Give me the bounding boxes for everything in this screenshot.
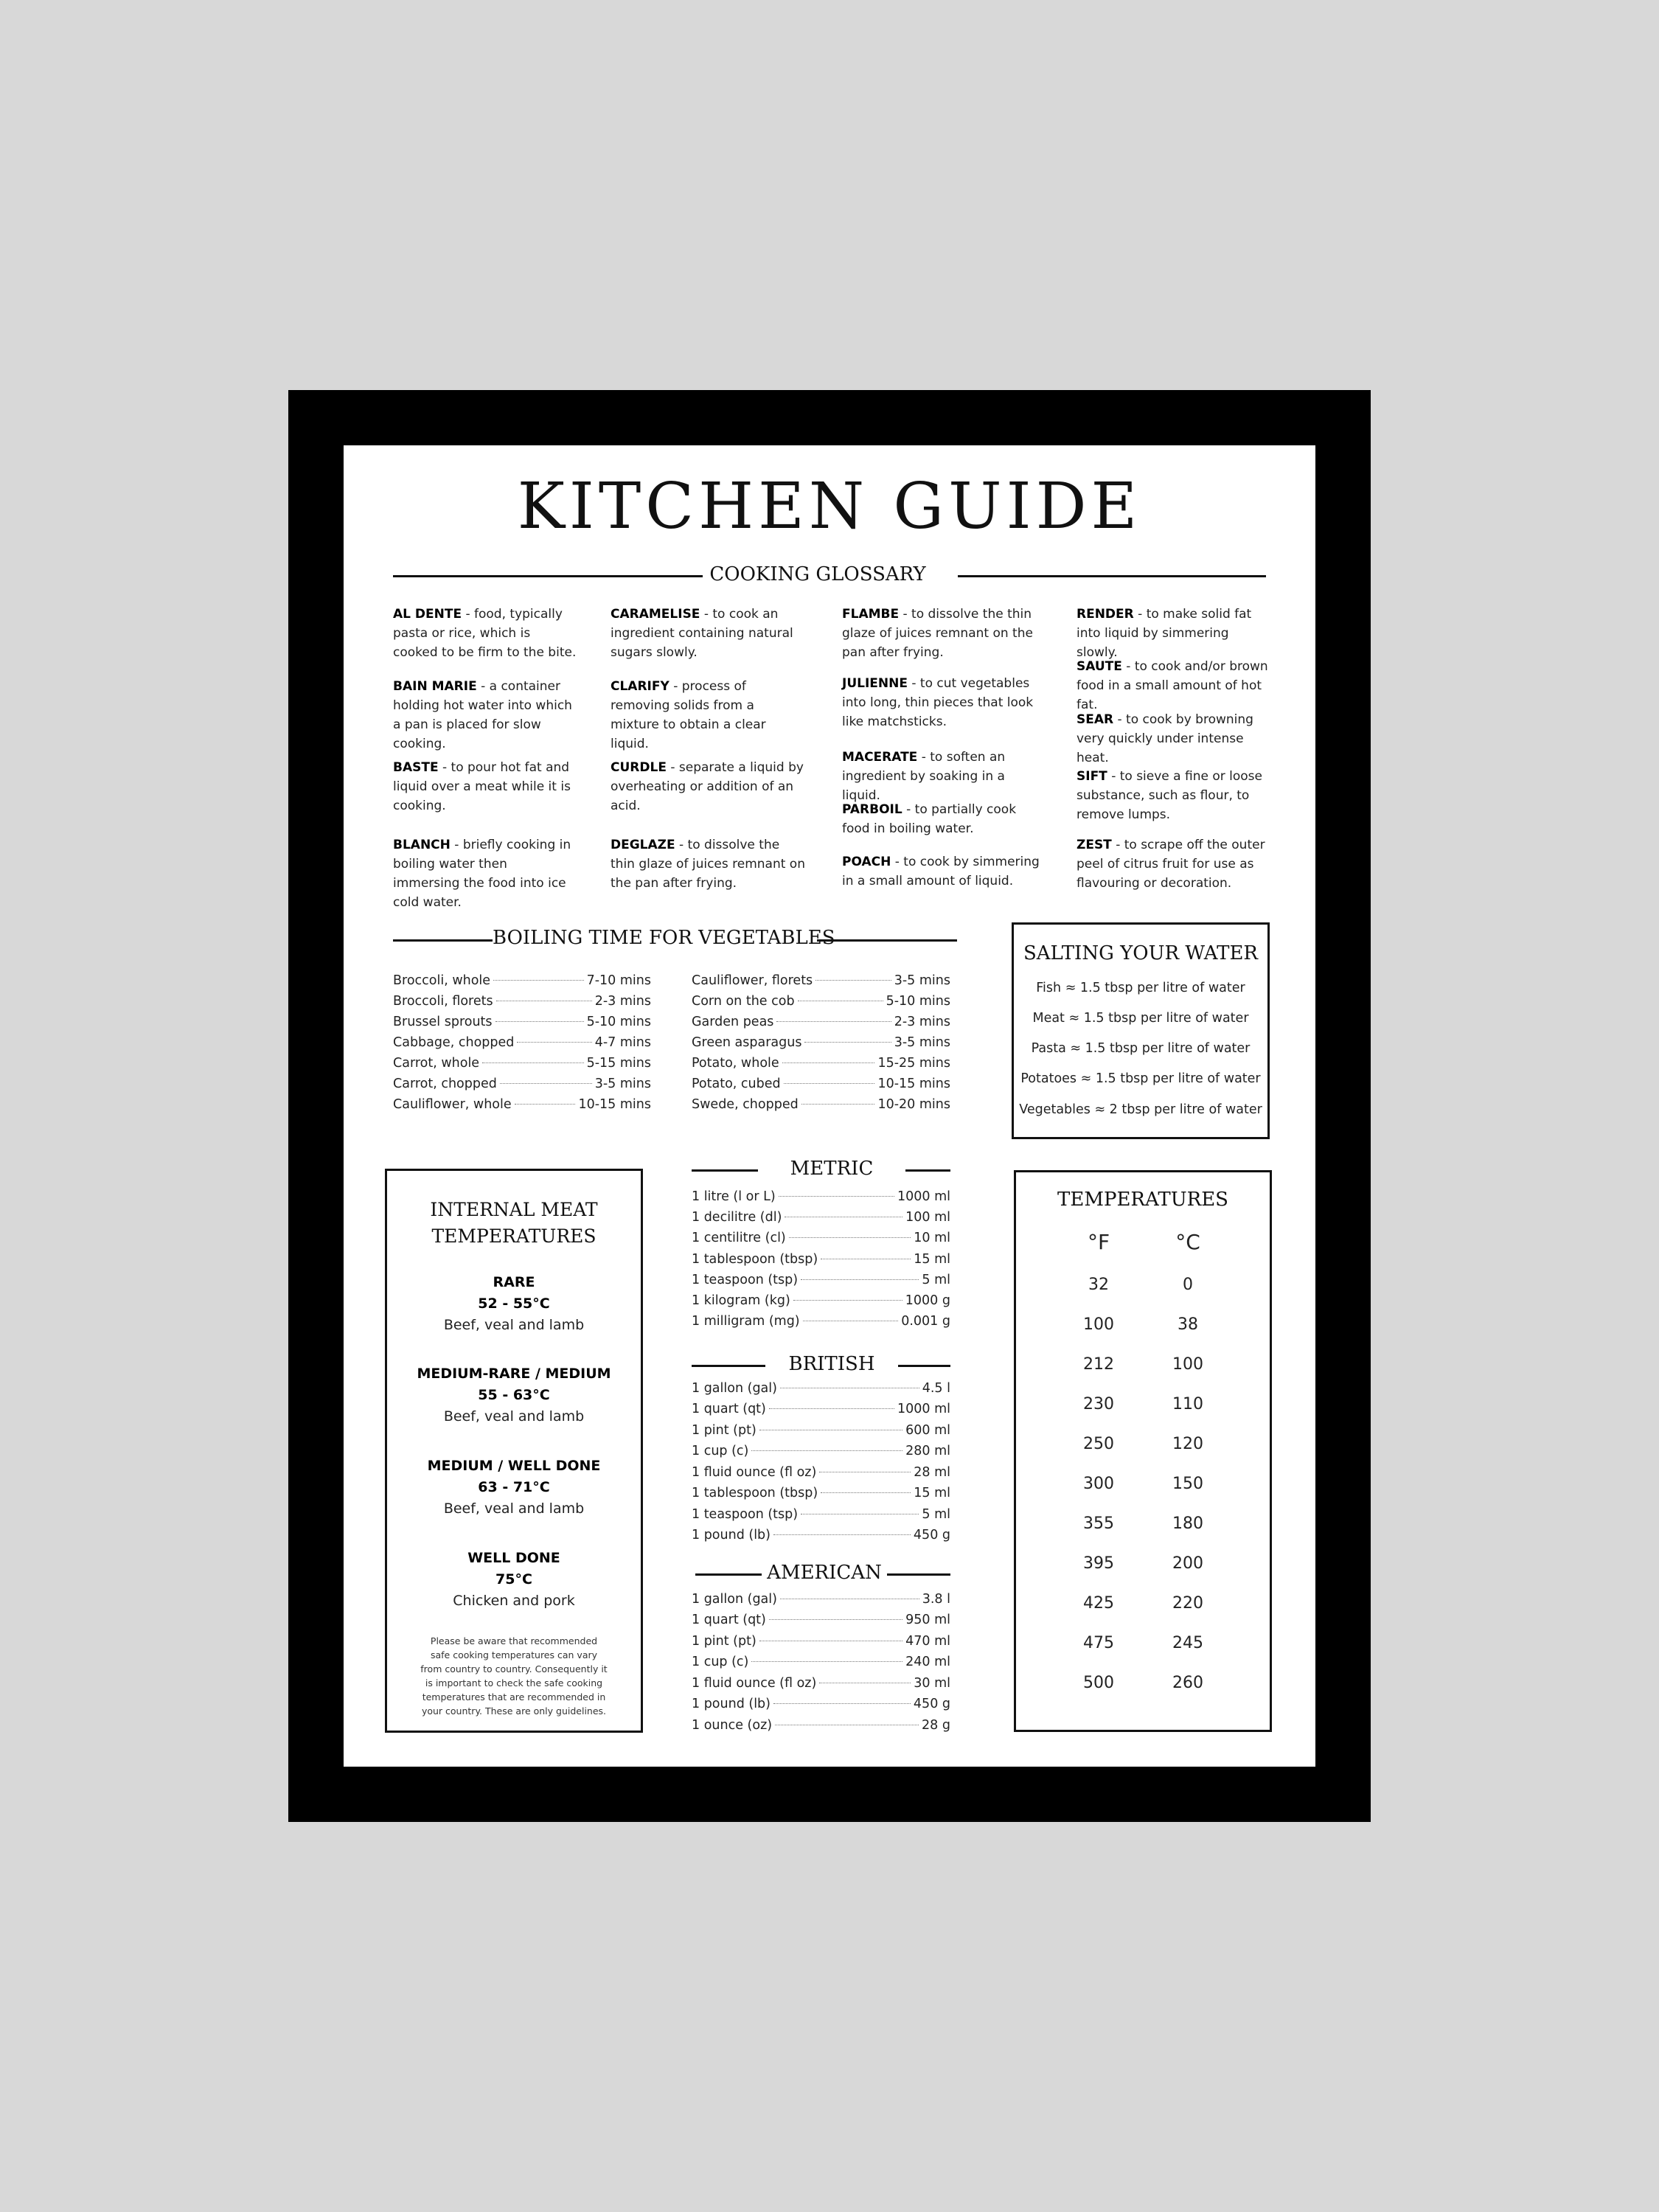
unit-value: 28 ml [914,1465,950,1480]
boiling-row [393,1012,651,1032]
unit-value: 450 g [913,1697,950,1711]
conversion-row [692,1589,950,1610]
boiling-time: 10-20 mins [877,1097,950,1112]
conversion-row [692,1673,950,1694]
vegetable-name: Potato, whole [692,1056,779,1071]
glossary-entry [1077,767,1272,824]
conversion-row [692,1504,950,1525]
glossary-entry [611,605,806,662]
glossary-entry [842,852,1041,891]
glossary-term: FLAMBE [842,607,900,622]
glossary-term: CURDLE [611,760,667,775]
doneness-description: Beef, veal and lamb [443,1500,585,1517]
unit-value: 4.5 l [922,1381,950,1396]
glossary-entry [611,677,806,754]
unit-value: 280 ml [905,1444,950,1458]
conversion-row [692,1525,950,1545]
british-rule-left [692,1365,765,1367]
boiling-row [692,970,950,991]
salting-line: Pasta ≈ 1.5 tbsp per litre of water [1031,1041,1251,1056]
boiling-time: 2-3 mins [894,1015,950,1029]
temperatures-box [1014,1170,1272,1732]
boiling-heading: BOILING TIME FOR VEGETABLES [493,927,835,949]
celsius-header: °C [1175,1230,1200,1254]
unit-value: 240 ml [905,1655,950,1669]
meat-temperatures-box [385,1169,643,1733]
meat-disclaimer: Please be aware that recommended safe cooking temperatures can vary from country to country. Consequently it is important to check the safe cooking temperatures that are recommended in your country. These are only guidelines. [420,1635,608,1717]
doneness-level: WELL DONE [467,1550,560,1566]
glossary-term: JULIENNE [842,676,908,691]
glossary-heading: COOKING GLOSSARY [709,563,926,585]
vegetable-name: Potato, cubed [692,1077,781,1091]
boiling-row [692,1032,950,1053]
boiling-time: 15-25 mins [877,1056,950,1071]
dot-leader [773,1703,911,1704]
glossary-term: RENDER [1077,607,1134,622]
conversion-row [692,1652,950,1672]
boiling-rule-right [817,939,957,942]
conversion-row [692,1290,950,1311]
dot-leader [801,1104,875,1105]
conversion-row [692,1378,950,1399]
unit-name: 1 ounce (oz) [692,1718,773,1733]
glossary-entry [393,835,577,912]
temp-celsius: 100 [1172,1355,1203,1374]
glossary-entry [1077,605,1272,662]
vegetable-name: Cauliflower, whole [393,1097,512,1112]
glossary-definition: - food, typically pasta or rice, which is cooked to be firm to the bite. [393,607,577,660]
glossary-entry [1077,835,1272,893]
unit-value: 470 ml [905,1634,950,1649]
boiling-time: 3-5 mins [894,1035,950,1050]
unit-name: 1 teaspoon (tsp) [692,1273,799,1287]
vegetable-name: Swede, chopped [692,1097,799,1112]
conversion-row [692,1207,950,1228]
unit-name: 1 fluid ounce (fl oz) [692,1676,817,1691]
glossary-term: SEAR [1077,712,1114,727]
temp-celsius: 150 [1172,1475,1203,1493]
dot-leader [776,1021,891,1022]
temp-fahrenheit: 300 [1083,1475,1114,1493]
glossary-definition: - to make solid fat into liquid by simmering slowly. [1077,607,1252,660]
glossary-term: SAUTE [1077,659,1122,674]
vegetable-name: Green asparagus [692,1035,802,1050]
dot-leader [773,1534,911,1535]
temp-fahrenheit: 100 [1083,1315,1114,1334]
temp-fahrenheit: 355 [1083,1514,1114,1533]
dot-leader [517,1042,591,1043]
fahrenheit-header: °F [1087,1230,1110,1254]
glossary-definition: - to dissolve the thin glaze of juices remnant on the pan after frying. [611,838,805,891]
conversion-row [692,1270,950,1290]
vegetable-name: Broccoli, florets [393,994,493,1009]
temp-fahrenheit: 425 [1083,1594,1114,1613]
temp-celsius: 260 [1172,1674,1203,1692]
vegetable-name: Cauliflower, florets [692,973,813,988]
boiling-row [393,991,651,1012]
doneness-temperature: 63 - 71°C [478,1479,550,1495]
unit-name: 1 tablespoon (tbsp) [692,1252,818,1267]
american-heading: AMERICAN [767,1562,882,1584]
temp-celsius: 0 [1183,1276,1193,1294]
poster-paper [344,445,1315,1767]
boiling-time: 4-7 mins [594,1035,651,1050]
boiling-row [692,1074,950,1094]
boiling-row [393,970,651,991]
temp-celsius: 220 [1172,1594,1203,1613]
boiling-time: 7-10 mins [586,973,651,988]
glossary-entry [842,674,1034,731]
unit-value: 10 ml [914,1231,950,1245]
conversion-row [692,1399,950,1419]
unit-name: 1 centilitre (cl) [692,1231,786,1245]
vegetable-name: Corn on the cob [692,994,795,1009]
doneness-level: RARE [493,1274,535,1290]
boiling-row [393,1032,651,1053]
temp-fahrenheit: 230 [1083,1395,1114,1413]
unit-name: 1 gallon (gal) [692,1381,777,1396]
unit-name: 1 gallon (gal) [692,1592,777,1607]
glossary-term: AL DENTE [393,607,462,622]
dot-leader [821,1492,911,1493]
unit-value: 950 ml [905,1613,950,1627]
metric-heading: METRIC [790,1158,874,1180]
glossary-definition: - to scrape off the outer peel of citrus fruit for use as flavouring or decoration. [1077,838,1265,891]
doneness-temperature: 75°C [495,1571,532,1587]
temp-celsius: 245 [1172,1634,1203,1652]
unit-name: 1 tablespoon (tbsp) [692,1486,818,1500]
boiling-row [692,1094,950,1115]
dot-leader [779,1196,894,1197]
unit-value: 28 g [922,1718,950,1733]
glossary-term: PARBOIL [842,802,902,817]
glossary-rule-right [958,575,1266,577]
glossary-definition: - to cut vegetables into long, thin pieces that look like matchsticks. [842,676,1034,729]
glossary-term: POACH [842,855,891,869]
glossary-term: BASTE [393,760,439,775]
unit-value: 3.8 l [922,1592,950,1607]
unit-name: 1 pint (pt) [692,1423,757,1438]
dot-leader [815,980,891,981]
meat-heading-line2: TEMPERATURES [431,1225,597,1247]
doneness-level: MEDIUM-RARE / MEDIUM [417,1366,611,1382]
doneness-level: MEDIUM / WELL DONE [427,1458,601,1474]
conversion-row [692,1631,950,1652]
boiling-time: 10-15 mins [578,1097,651,1112]
doneness-temperature: 55 - 63°C [478,1387,550,1403]
boiling-time: 3-5 mins [894,973,950,988]
boiling-row [393,1074,651,1094]
boiling-time: 2-3 mins [594,994,651,1009]
glossary-definition: - process of removing solids from a mixture to obtain a clear liquid. [611,679,766,751]
boiling-time: 10-15 mins [877,1077,950,1091]
glossary-definition: - to partially cook food in boiling water. [842,802,1017,836]
glossary-rule-left [393,575,703,577]
dot-leader [804,1042,891,1043]
glossary-definition: - a container holding hot water into which a pan is placed for slow cooking. [393,679,572,751]
glossary-term: CLARIFY [611,679,669,694]
boiling-row [393,1053,651,1074]
temp-fahrenheit: 475 [1083,1634,1114,1652]
unit-value: 100 ml [905,1210,950,1225]
glossary-definition: - to soften an ingredient by soaking in a liquid. [842,750,1006,803]
vegetable-name: Carrot, whole [393,1056,480,1071]
unit-value: 30 ml [914,1676,950,1691]
glossary-definition: - to cook an ingredient containing natural sugars slowly. [611,607,793,660]
dot-leader [482,1062,584,1063]
vegetable-name: Cabbage, chopped [393,1035,515,1050]
unit-value: 1000 ml [897,1402,950,1416]
temp-fahrenheit: 250 [1083,1435,1114,1453]
boiling-row [692,1053,950,1074]
unit-name: 1 quart (qt) [692,1402,766,1416]
salting-line: Fish ≈ 1.5 tbsp per litre of water [1036,981,1245,995]
glossary-definition: - to cook by simmering in a small amount of liquid. [842,855,1040,888]
glossary-definition: - separate a liquid by overheating or addition of an acid. [611,760,804,813]
glossary-entry [842,748,1041,805]
unit-value: 15 ml [914,1252,950,1267]
unit-name: 1 pound (lb) [692,1697,771,1711]
unit-value: 5 ml [922,1507,950,1522]
boiling-row [692,1012,950,1032]
unit-value: 450 g [913,1528,950,1543]
glossary-entry [611,758,806,815]
glossary-definition: - to cook and/or brown food in a small amount of hot fat. [1077,659,1268,712]
conversion-row [692,1715,950,1736]
unit-name: 1 pound (lb) [692,1528,771,1543]
doneness-description: Beef, veal and lamb [443,1317,585,1333]
boiling-rule-left [393,939,493,942]
glossary-term: BAIN MARIE [393,679,477,694]
conversion-row [692,1228,950,1248]
glossary-entry [393,677,577,754]
glossary-entry [842,605,1034,662]
unit-value: 1000 ml [897,1189,950,1204]
salting-line: Meat ≈ 1.5 tbsp per litre of water [1032,1011,1249,1026]
temperatures-heading: TEMPERATURES [1057,1189,1228,1211]
conversion-row [692,1186,950,1207]
conversion-row [692,1483,950,1503]
vegetable-name: Broccoli, whole [393,973,491,988]
salting-box [1012,922,1270,1139]
unit-value: 600 ml [905,1423,950,1438]
metric-rule-left [692,1169,758,1172]
american-rule-right [887,1573,950,1576]
metric-rule-right [905,1169,950,1172]
temp-celsius: 110 [1172,1395,1203,1413]
glossary-entry [393,605,577,662]
temp-celsius: 38 [1178,1315,1198,1334]
unit-value: 5 ml [922,1273,950,1287]
glossary-term: MACERATE [842,750,918,765]
unit-name: 1 teaspoon (tsp) [692,1507,799,1522]
unit-name: 1 pint (pt) [692,1634,757,1649]
boiling-time: 5-15 mins [586,1056,651,1071]
temp-celsius: 200 [1172,1554,1203,1573]
glossary-definition: - to dissolve the thin glaze of juices remnant on the pan after frying. [842,607,1033,660]
dot-leader [793,1300,902,1301]
vegetable-name: Brussel sprouts [393,1015,493,1029]
dot-leader [784,1083,875,1084]
conversion-row [692,1462,950,1483]
dot-leader [769,1408,894,1409]
british-rule-right [898,1365,950,1367]
dot-leader [782,1062,875,1063]
temp-celsius: 180 [1172,1514,1203,1533]
glossary-definition: - to cook by browning very quickly under intense heat. [1077,712,1253,765]
unit-name: 1 milligram (mg) [692,1314,800,1329]
conversion-row [692,1249,950,1270]
conversion-row [692,1311,950,1332]
vegetable-name: Carrot, chopped [393,1077,497,1091]
unit-name: 1 cup (c) [692,1444,749,1458]
temp-fahrenheit: 500 [1083,1674,1114,1692]
salting-line: Vegetables ≈ 2 tbsp per litre of water [1019,1102,1262,1117]
conversion-row [692,1694,950,1714]
boiling-time: 3-5 mins [594,1077,651,1091]
dot-leader [751,1661,902,1662]
unit-name: 1 cup (c) [692,1655,749,1669]
unit-value: 0.001 g [901,1314,950,1329]
meat-heading-line1: INTERNAL MEAT [430,1199,598,1220]
conversion-row [692,1441,950,1461]
temp-fahrenheit: 32 [1088,1276,1109,1294]
dot-leader [500,1083,592,1084]
dot-leader [751,1450,902,1451]
doneness-temperature: 52 - 55°C [478,1295,550,1312]
boiling-time: 5-10 mins [586,1015,651,1029]
doneness-description: Chicken and pork [453,1593,575,1609]
conversion-row [692,1420,950,1441]
dot-leader [769,1619,902,1620]
doneness-description: Beef, veal and lamb [443,1408,585,1425]
temp-fahrenheit: 212 [1083,1355,1114,1374]
salting-line: Potatoes ≈ 1.5 tbsp per litre of water [1020,1071,1261,1086]
dot-leader [493,980,584,981]
salting-heading: SALTING YOUR WATER [1023,942,1259,964]
glossary-entry [1077,710,1272,768]
unit-name: 1 kilogram (kg) [692,1293,790,1308]
british-heading: BRITISH [788,1353,875,1375]
temp-celsius: 120 [1172,1435,1203,1453]
glossary-entry [1077,657,1272,714]
temp-fahrenheit: 395 [1083,1554,1114,1573]
boiling-row [692,991,950,1012]
dot-leader [495,1021,584,1022]
glossary-definition: - to sieve a fine or loose substance, such as flour, to remove lumps. [1077,769,1262,822]
dot-leader [801,1279,919,1280]
boiling-time: 5-10 mins [886,994,950,1009]
conversion-row [692,1610,950,1630]
glossary-term: DEGLAZE [611,838,675,852]
glossary-term: BLANCH [393,838,451,852]
unit-value: 15 ml [914,1486,950,1500]
glossary-term: SIFT [1077,769,1107,784]
glossary-entry [842,800,1034,838]
unit-name: 1 fluid ounce (fl oz) [692,1465,817,1480]
glossary-term: CARAMELISE [611,607,700,622]
glossary-entry [611,835,806,893]
boiling-row [393,1094,651,1115]
glossary-entry [393,758,577,815]
dot-leader [515,1104,576,1105]
vegetable-name: Garden peas [692,1015,774,1029]
unit-value: 1000 g [905,1293,950,1308]
dot-leader [789,1237,911,1238]
glossary-term: ZEST [1077,838,1112,852]
unit-name: 1 litre (l or L) [692,1189,776,1204]
page-title: KITCHEN GUIDE [517,470,1142,543]
glossary-definition: - briefly cooking in boiling water then immersing the food into ice cold water. [393,838,571,910]
american-rule-left [695,1573,762,1576]
unit-name: 1 decilitre (dl) [692,1210,782,1225]
unit-name: 1 quart (qt) [692,1613,766,1627]
glossary-definition: - to pour hot fat and liquid over a meat while it is cooking. [393,760,571,813]
poster-frame [288,390,1371,1822]
